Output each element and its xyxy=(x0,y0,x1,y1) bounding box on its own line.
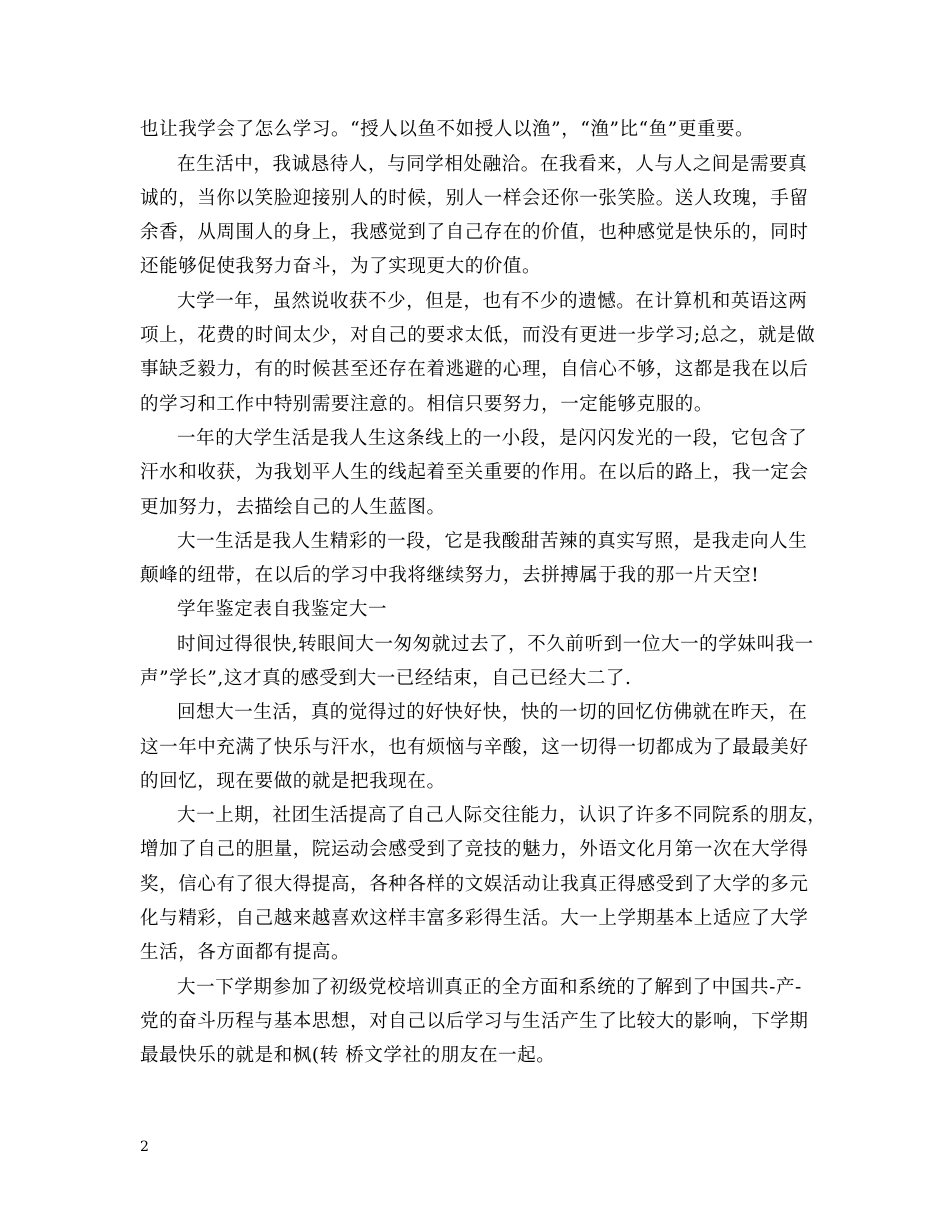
text-line: 声”学长”,这才真的感受到大一已经结束，自己已经大二了. xyxy=(140,668,632,689)
text-line: 这一年中充满了快乐与汗水，也有烦恼与辛酸，这一切得一切都成为了最最美好 xyxy=(140,737,809,758)
page-number: 2 xyxy=(140,1139,149,1155)
text-line: 生活，各方面都有提高。 xyxy=(140,942,351,963)
text-line: 事缺乏毅力，有的时候甚至还存在着逃避的心理，自信心不够，这都是我在以后 xyxy=(140,359,809,380)
text-line: 党的奋斗历程与基本思想，对自己以后学习与生活产生了比较大的影响，下学期 xyxy=(140,1011,809,1032)
text-line: 奖，信心有了很大得提高，各种各样的文娱活动让我真正得感受到了大学的多元 xyxy=(140,874,809,895)
paragraph-line: 大一生活是我人生精彩的一段，它是我酸甜苦辣的真实写照，是我走向人生 xyxy=(177,531,808,552)
paragraph-line: 在生活中，我诚恳待人，与同学相处融洽。在我看来，人与人之间是需要真 xyxy=(177,154,808,175)
paragraph-line: 大一下学期参加了初级党校培训真正的全方面和系统的了解到了中国共-产- xyxy=(177,977,802,998)
paragraph-line: 时间过得很快,转眼间大一匆匆就过去了，不久前听到一位大一的学妹叫我一 xyxy=(177,634,814,655)
text-line: 的学习和工作中特别需要注意的。相信只要努力，一定能够克服的。 xyxy=(140,394,714,415)
paragraph-line: 大学一年，虽然说收获不少，但是，也有不少的遗憾。在计算机和英语这两 xyxy=(177,291,808,312)
text-line: 更加努力，去描绘自己的人生蓝图。 xyxy=(140,497,446,518)
text-line: 余香，从周围人的身上，我感觉到了自己存在的价值，也种感觉是快乐的，同时 xyxy=(140,222,809,243)
paragraph-line: 一年的大学生活是我人生这条线上的一小段，是闪闪发光的一段，它包含了 xyxy=(177,428,808,449)
text-line: 还能够促使我努力奋斗，为了实现更大的价值。 xyxy=(140,256,542,277)
section-heading: 学年鉴定表自我鉴定大一 xyxy=(177,599,388,620)
text-line: 化与精彩，自己越来越喜欢这样丰富多彩得生活。大一上学期基本上适应了大学 xyxy=(140,908,809,929)
text-line: 的回忆，现在要做的就是把我现在。 xyxy=(140,771,446,792)
text-line: 汗水和收获，为我划平人生的线起着至关重要的作用。在以后的路上，我一定会 xyxy=(140,462,809,483)
text-line: 也让我学会了怎么学习。“授人以鱼不如授人以渔”，“渔”比“鱼”更重要。 xyxy=(140,119,755,140)
text-line: 项上，花费的时间太少，对自己的要求太低，而没有更进一步学习;总之，就是做 xyxy=(140,325,816,346)
text-line: 颠峰的纽带，在以后的学习中我将继续努力，去拼搏属于我的那一片天空! xyxy=(140,565,760,586)
text-line: 诚的，当你以笑脸迎接别人的时候，别人一样会还你一张笑脸。送人玫瑰，手留 xyxy=(140,188,809,209)
paragraph-line: 回想大一生活，真的觉得过的好快好快，快的一切的回忆仿佛就在昨天，在 xyxy=(177,702,808,723)
paragraph-line: 大一上期，社团生活提高了自己人际交往能力，认识了许多不同院系的朋友， xyxy=(177,805,827,826)
text-line: 增加了自己的胆量，院运动会感受到了竞技的魅力，外语文化月第一次在大学得 xyxy=(140,839,809,860)
text-line: 最最快乐的就是和枫(转 桥文学社的朋友在一起。 xyxy=(140,1045,556,1066)
